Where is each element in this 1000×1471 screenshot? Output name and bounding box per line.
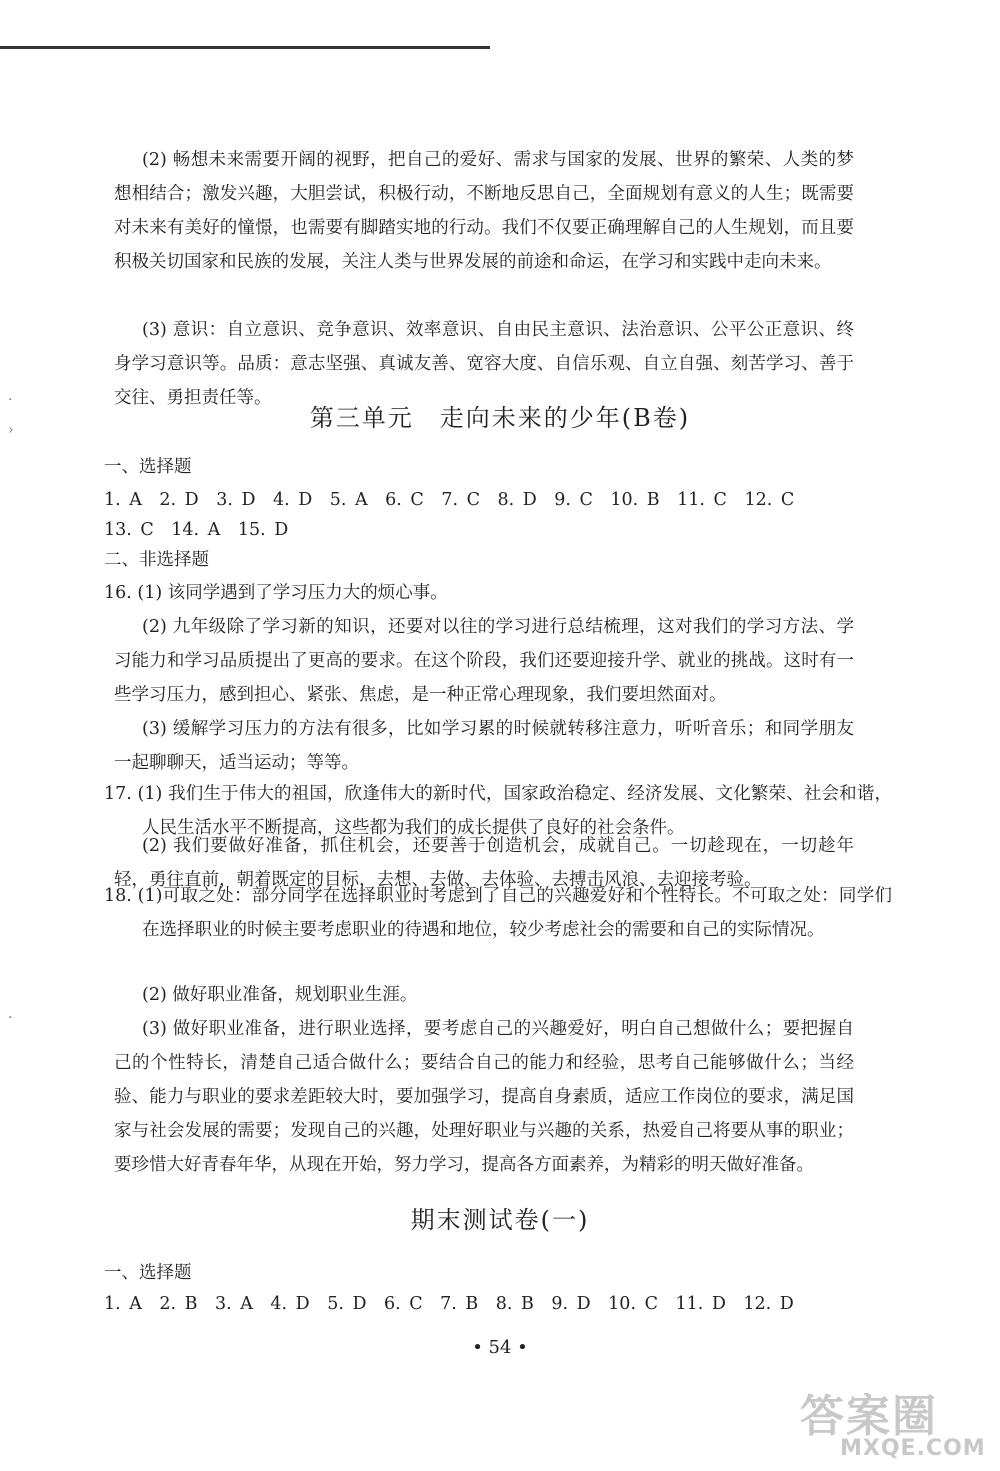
q16-part3: (3) 缓解学习压力的方法有很多，比如学习累的时候就转移注意力，听听音乐；和同学朋友一起聊聊天，适当运动；等等。 — [114, 719, 854, 773]
choice-label: 一、选择题 — [104, 457, 192, 477]
watermark-logo — [800, 1380, 990, 1465]
q16-part2: (2) 九年级除了学习新的知识，还要对以往的学习进行总结梳理，这对我们的学习方法、学习能力和学习品质提出了更高的要求。在这个阶段，我们还要迎接升学、就业的挑战。这时有一些学习压力，感到担心、紧张、焦虑，是一种正常心理现象，我们要坦然面对。 — [114, 617, 854, 705]
page-number: • 54 • — [472, 1337, 528, 1358]
section-title-unit3: 第三单元 走向未来的少年(B卷) — [309, 404, 691, 432]
answer-line: 1. A 2. B 3. A 4. D 5. D 6. C 7. B 8. B 9. D 10. C 11. D 12. D — [104, 1294, 794, 1314]
paragraph-3: (3) 意识：自立意识、竞争意识、效率意识、自由民主意识、法治意识、公平公正意识、终身学习意识等。品质：意志坚强、真诚友善、宽容大度、自信乐观、自立自强、刻苦学习、善于交往、勇担责任等。 — [114, 320, 854, 408]
q16-part1: 16. (1) 该同学遇到了学习压力大的烦心事。 — [104, 583, 448, 603]
scan-mark: › — [8, 422, 14, 438]
answer-line: 1. A 2. D 3. D 4. D 5. A 6. C 7. C 8. D 9. C 10. B 11. C 12. C — [104, 490, 795, 510]
paragraph-2: (2) 畅想未来需要开阔的视野，把自己的爱好、需求与国家的发展、世界的繁荣、人类的梦想相结合；激发兴趣，大胆尝试，积极行动，不断地反思自己，全面规划有意义的人生；既需要对未来有美好的憧憬，也需要有脚踏实地的行动。我们不仅要正确理解自己的人生规划，而且要积极关切国家和民族的发展，关注人类与世界发展的前途和命运，在学习和实践中走向未来。 — [114, 150, 854, 272]
watermark-text: 答案圈 — [800, 1391, 938, 1442]
q17-part1: 17. (1) 我们生于伟大的祖国，欣逢伟大的新时代，国家政治稳定、经济发展、文化繁荣、社会和谐，人民生活水平不断提高，这些都为我们的成长提供了良好的社会条件。 — [104, 784, 892, 838]
scan-mark: · — [8, 392, 13, 408]
q18-part1: 18. (1)可取之处：部分同学在选择职业时考虑到了自己的兴趣爱好和个性特长。不可取之处：同学们在选择职业的时候主要考虑职业的待遇和地位，较少考虑社会的需要和自己的实际情况。 — [104, 886, 892, 940]
answer-line: 13. C 14. A 15. D — [104, 520, 289, 540]
scan-mark: · — [8, 1010, 13, 1026]
section-title-final1: 期末测试卷(一) — [410, 1206, 590, 1234]
top-rule — [0, 46, 490, 49]
watermark-url: MXQE.COM — [840, 1436, 986, 1461]
q18-part2: (2) 做好职业准备，规划职业生涯。 — [142, 985, 418, 1005]
q17-part2: (2) 我们要做好准备，抓住机会，还要善于创造机会，成就自己。一切趁现在，一切趁年轻，勇往直前，朝着既定的目标，去想、去做、去体验、去搏击风浪、去迎接考验。 — [114, 836, 854, 890]
nonchoice-label: 二、非选择题 — [104, 550, 209, 570]
q18-part3: (3) 做好职业准备，进行职业选择，要考虑自己的兴趣爱好，明白自己想做什么；要把握自己的个性特长，清楚自己适合做什么；要结合自己的能力和经验，思考自己能够做什么；当经验、能力与职业的要求差距较大时，要加强学习，提高自身素质，适应工作岗位的要求，满足国家与社会发展的需要；发现自己的兴趣，处理好职业与兴趣的关系，热爱自己将要从事的职业；要珍惜大好青春年华，从现在开始，努力学习，提高各方面素养，为精彩的明天做好准备。 — [114, 1019, 854, 1175]
choice-label: 一、选择题 — [104, 1263, 192, 1283]
